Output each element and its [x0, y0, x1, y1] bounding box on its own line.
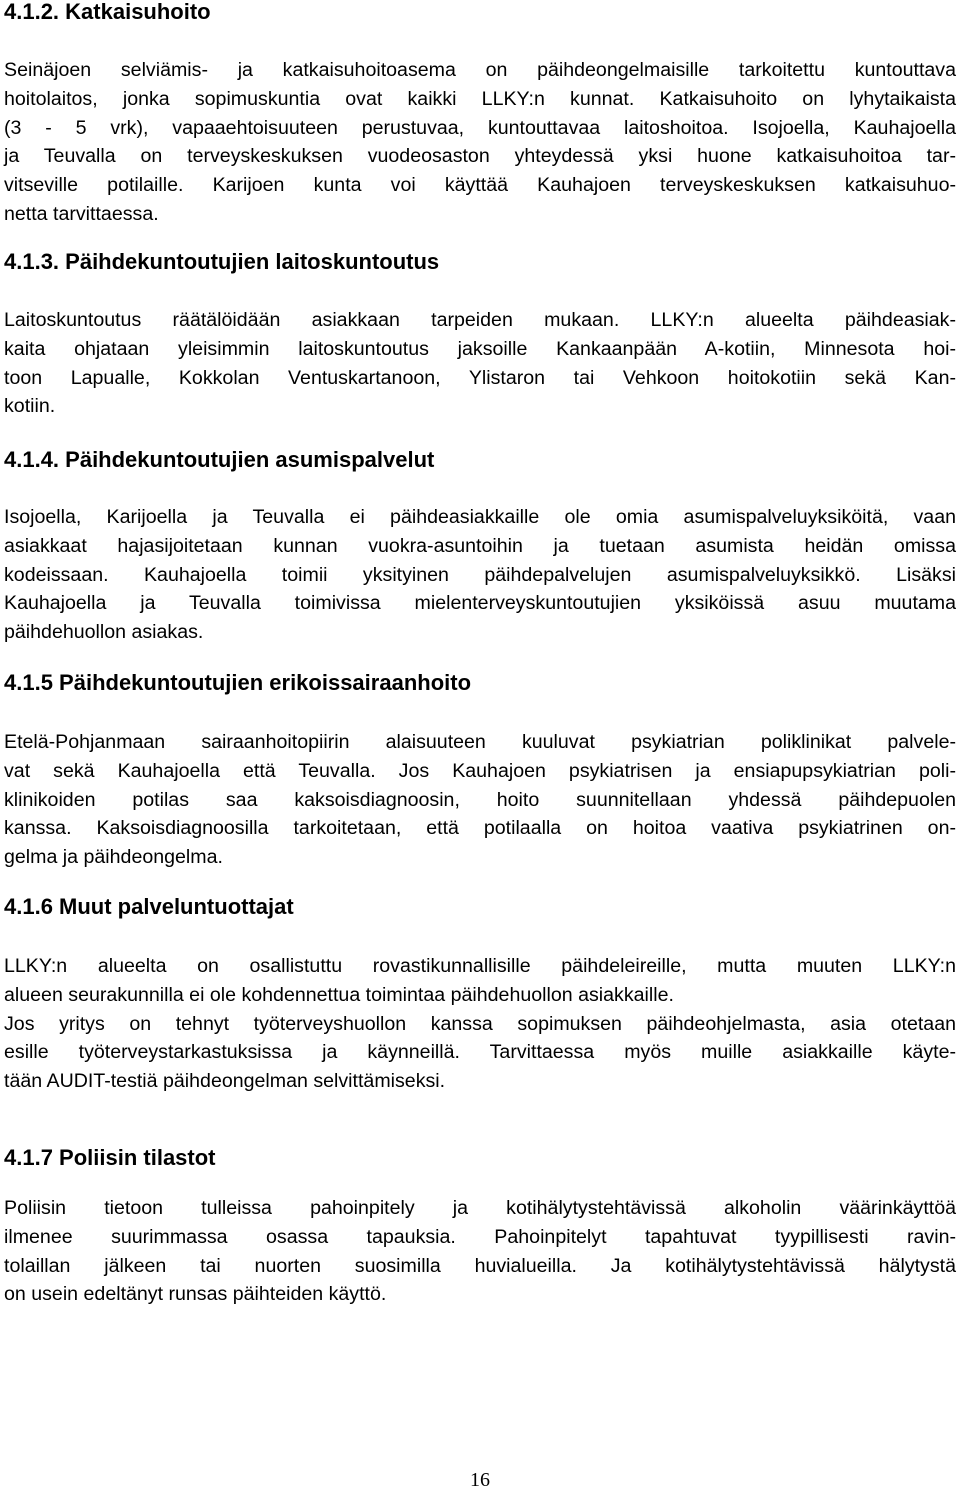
section-heading-laitoskuntoutus: 4.1.3. Päihdekuntoutujien laitoskuntoutus	[4, 249, 440, 274]
text-line: kanssa. Kaksoisdiagnoosilla tarkoitetaan, että potilaalla on hoitoa vaativa psykiatrinen on-	[4, 817, 956, 840]
section-paragraph	[4, 56, 956, 229]
text-line: Isojoella, Karijoella ja Teuvalla ei päihdeasiakkaille ole omia asumispalveluyksiköitä, vaan	[4, 506, 956, 528]
text-line: kotiin.	[4, 395, 56, 418]
page-number: 16	[470, 1469, 490, 1491]
text-line: gelma ja päihdeongelma.	[4, 846, 223, 869]
section-heading-asumispalvelut: 4.1.4. Päihdekuntoutujien asumispalvelut	[4, 447, 435, 472]
text-line: toon Lapualle, Kokkolan Ventuskartanoon, Ylistaron tai Vehkoon hoitokotiin sekä Kan-	[4, 366, 956, 389]
text-line: esille työterveystarkastuksissa ja käynneillä. Tarvittaessa myös muille asiakkaille käyte-	[4, 1041, 956, 1064]
text-line: (3 - 5 vrk), vapaaehtoisuuteen perustuvaa, kuntouttavaa laitoshoitoa. Isojoella, Kauhajoella	[4, 116, 956, 139]
text-line: päihdehuollon asiakas.	[4, 621, 204, 644]
section-paragraph	[4, 503, 956, 647]
section-heading-poliisin-tilastot: 4.1.7 Poliisin tilastot	[4, 1145, 216, 1170]
text-line: netta tarvittaessa.	[4, 202, 159, 225]
section-paragraph	[4, 306, 956, 421]
text-line: on usein edeltänyt runsas päihteiden käyttö.	[4, 1283, 387, 1306]
text-line: ilmenee suurimmassa osassa tapauksia. Pahoinpitelyt tapahtuvat tyypillisesti ravin-	[4, 1225, 956, 1248]
section-paragraph	[4, 1194, 956, 1309]
text-line: ja Teuvalla on terveyskeskuksen vuodeosaston yhteydessä yksi huone katkaisuhoitoa tar-	[4, 145, 956, 168]
section-paragraph	[4, 728, 956, 872]
text-line: asiakkaat hajasijoitetaan kunnan vuokra-asuntoihin ja tuetaan asumista heidän omissa	[4, 534, 956, 557]
text-line: Etelä-Pohjanmaan sairaanhoitopiirin alaisuuteen kuuluvat psykiatrian poliklinikat palvele-	[4, 731, 956, 753]
section-heading-katkaisuhoito: 4.1.2. Katkaisuhoito	[4, 0, 211, 24]
text-line: vat sekä Kauhajoella että Teuvalla. Jos Kauhajoen psykiatrisen ja ensiapupsykiatrian poli-	[4, 759, 956, 782]
section-heading-muut-palveluntuottajat: 4.1.6 Muut palveluntuottajat	[4, 894, 294, 919]
text-line: Jos yritys on tehnyt työterveyshuollon kanssa sopimuksen päihdeohjelmasta, asia otetaan	[4, 1012, 956, 1035]
text-line: Kauhajoella ja Teuvalla toimivissa mielenterveyskuntoutujien yksiköissä asuu muutama	[4, 592, 956, 615]
text-line: tolaillan jälkeen tai nuorten suosimilla huvialueilla. Ja kotihälytystehtävissä hälytystä	[4, 1254, 956, 1277]
text-line: vitseville potilaille. Karijoen kunta voi käyttää Kauhajoen terveyskeskuksen katkaisuhuo-	[4, 174, 956, 197]
text-line: Poliisin tietoon tulleissa pahoinpitely ja kotihälytystehtävissä alkoholin väärinkäyttöä	[4, 1197, 956, 1219]
text-line: tään AUDIT-testiä päihdeongelman selvittämiseksi.	[4, 1070, 446, 1093]
section-heading-erikoissairaanhoito: 4.1.5 Päihdekuntoutujien erikoissairaanhoito	[4, 670, 472, 695]
section-paragraph	[4, 952, 956, 1096]
text-line: klinikoiden potilas saa kaksoisdiagnoosin, hoito suunnitellaan yhdessä päihdepuolen	[4, 788, 956, 811]
text-line: kaita ohjataan yleisimmin laitoskuntoutus jaksoille Kankaanpään A-kotiin, Minnesota hoi-	[4, 337, 956, 360]
text-line: hoitolaitos, jonka sopimuskuntia ovat kaikki LLKY:n kunnat. Katkaisuhoito on lyhytaikaista	[4, 87, 956, 110]
text-line: LLKY:n alueelta on osallistuttu rovastikunnallisille päihdeleireille, mutta muuten LLKY:n	[4, 955, 956, 977]
text-line: Seinäjoen selviämis- ja katkaisuhoitoasema on päihdeongelmaisille tarkoitettu kuntouttava	[4, 59, 956, 81]
text-line: alueen seurakunnilla ei ole kohdennettua toimintaa päihdehuollon asiakkaille.	[4, 983, 674, 1006]
text-line: kodeissaan. Kauhajoella toimii yksityinen päihdepalvelujen asumispalveluyksikkö. Lisäksi	[4, 563, 956, 586]
text-line: Laitoskuntoutus räätälöidään asiakkaan tarpeiden mukaan. LLKY:n alueelta päihdeasiak-	[4, 309, 956, 331]
